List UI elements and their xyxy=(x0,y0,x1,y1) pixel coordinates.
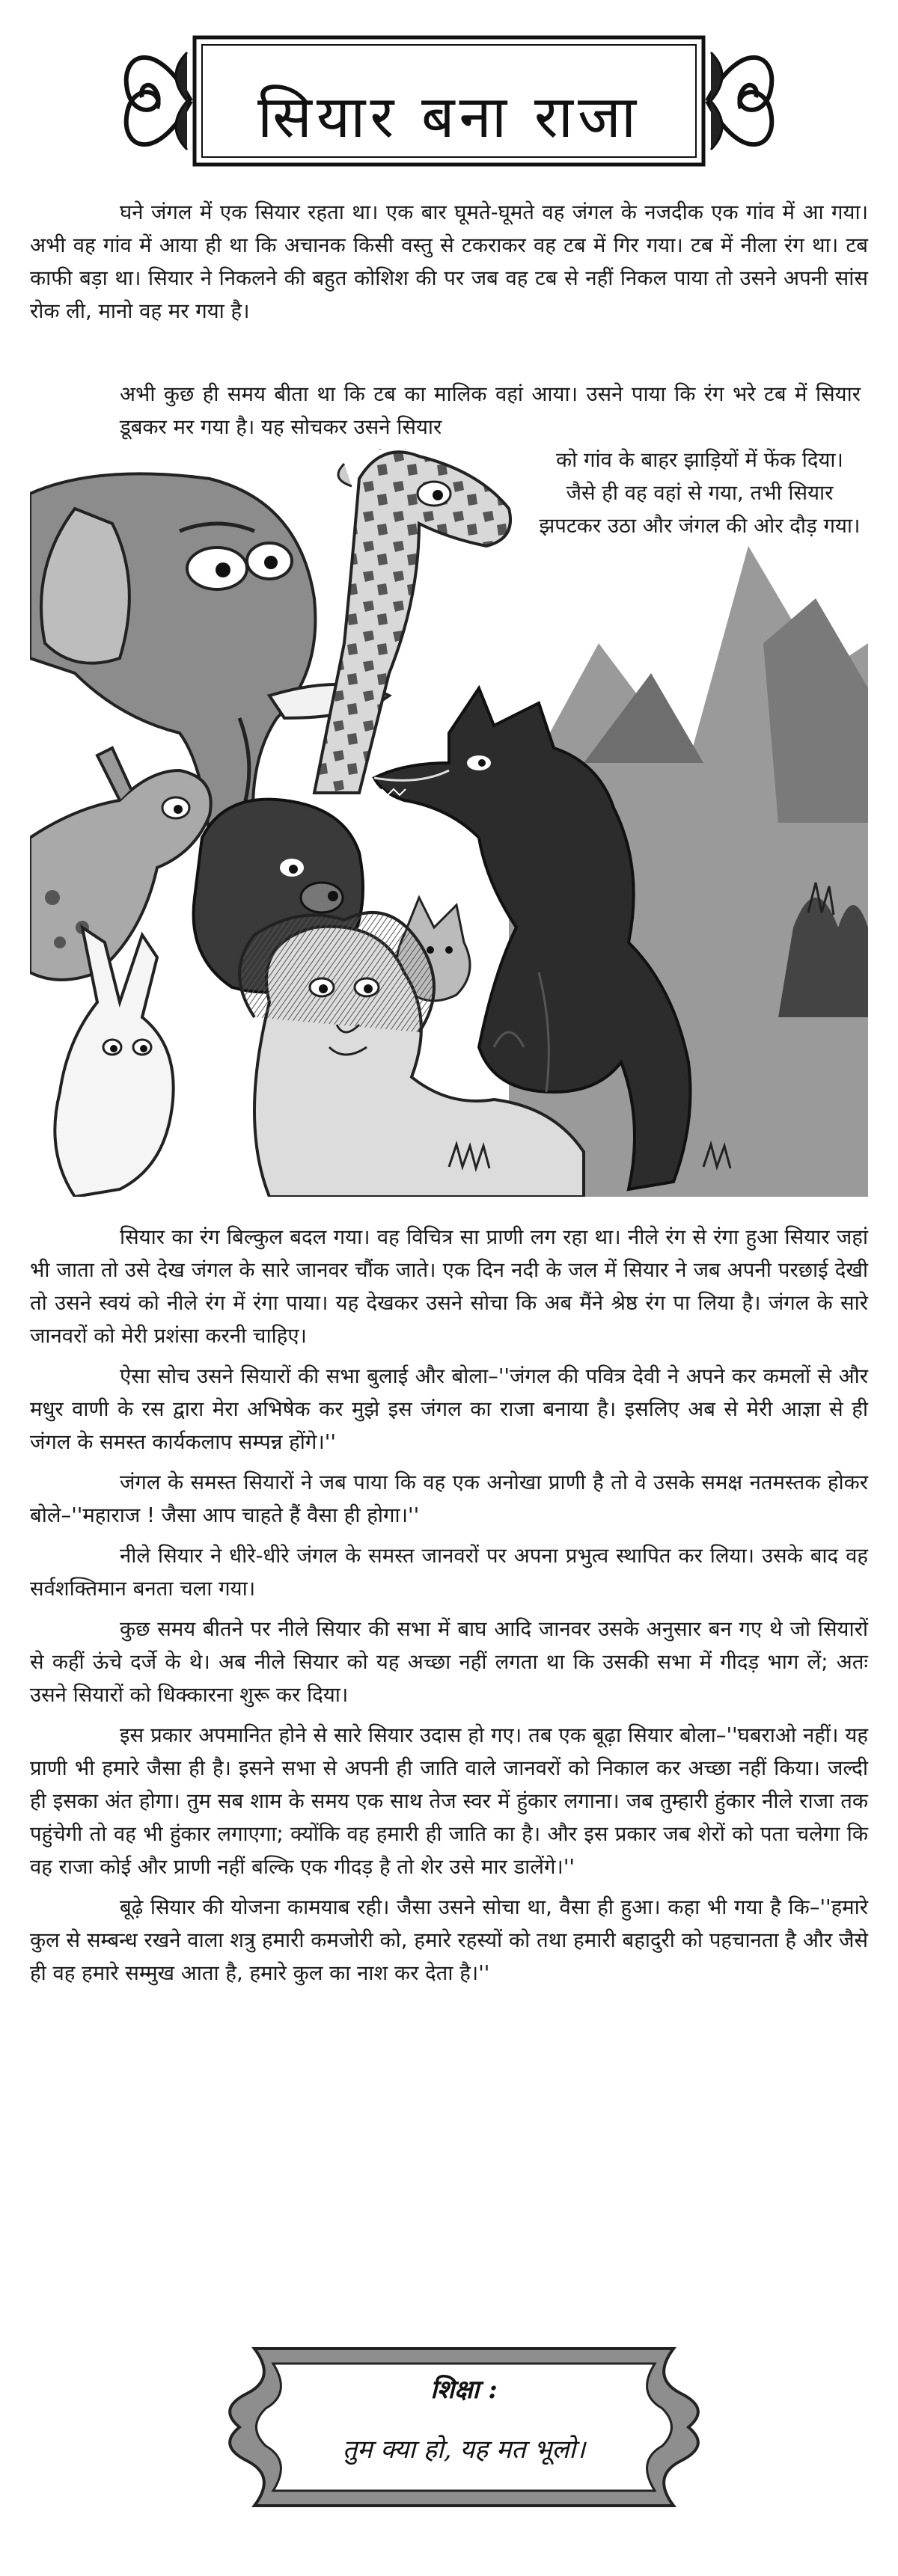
moral-box xyxy=(202,2334,726,2521)
moral-heading: शिक्षा : xyxy=(430,2375,498,2405)
page-title: सियार बना राजा xyxy=(257,84,641,151)
forest-animals-illustration xyxy=(30,449,868,1197)
story-paragraph: कुछ समय बीतने पर नीले सियार की सभा में बाघ आदि जानवर उसके अनुसार बन गए थे जो सियारों से कहीं ऊंचे दर्जे के थे। अब नीले सियार को यह अच्छा नहीं लगता था कि उसकी सभा में गीदड़ भाग लें; अतः उसने सियारों को धिक्कारना शुरू कर दिया। xyxy=(30,1617,868,1707)
animals-drawing-icon xyxy=(30,449,868,1197)
story-paragraph: बूढ़े सियार की योजना कामयाब रही। जैसा उसने सोचा था, वैसा ही हुआ। कहा भी गया है कि–''हमारे कुल से सम्बन्ध रखने वाला शत्रु हमारी कमजोरी को, हमारे रहस्यों को तथा हमारी बहादुरी को पहचानता है और जैसे ही वह हमारे सम्मुख आता है, हमारे कुल का नाश कर देता है।'' xyxy=(30,1895,868,1985)
story-paragraph: ऐसा सोच उसने सियारों की सभा बुलाई और बोला–''जंगल की पवित्र देवी ने अपने कर कमलों से और मधुर वाणी के रस द्वारा मेरा अभिषेक कर मुझे इस जंगल का राजा बनाया है। इसलिए अब से मेरी आज्ञा से ही जंगल के समस्त कार्यकलाप सम्पन्न होंगे।'' xyxy=(30,1364,868,1454)
story-paragraph: नीले सियार ने धीरे-धीरे जंगल के समस्त जानवरों पर अपना प्रभुत्व स्थापित कर लिया। उसके बाद वह सर्वशक्तिमान बनता चला गया। xyxy=(30,1544,868,1601)
story-paragraph-2: अभी कुछ ही समय बीता था कि टब का मालिक वहां आया। उसने पाया कि रंग भरे टब में सियार डूबकर मर गया है। यह सोचकर उसने सियार xyxy=(120,382,861,439)
story-bottom xyxy=(30,1221,868,1997)
moral-text: तुम क्या हो, यह मत भूलो। xyxy=(342,2435,586,2465)
story-paragraph: सियार का रंग बिल्कुल बदल गया। वह विचित्र सा प्राणी लग रहा था। नीले रंग से रंगा हुआ सियार जहां भी जाता तो उसे देख जंगल के सारे जानवर चौंक जाते। एक दिन नदी के जल में सियार ने जब अपनी परछाई देखी तो उसने स्वयं को नीले रंग में रंगा पाया। यह देखकर उसने सोचा कि अब मैंने श्रेष्ठ रंग पा लिया है। जंगल के सारे जानवरों को मेरी प्रशंसा करनी चाहिए। xyxy=(30,1225,868,1348)
story-paragraph: घने जंगल में एक सियार रहता था। एक बार घूमते-घूमते वह जंगल के नजदीक एक गांव में आ गया। अभी वह गांव में आया ही था कि अचानक किसी वस्तु से टकराकर वह टब में गिर गया। टब में नीला रंग था। टब काफी बड़ा था। सियार ने निकलने की बहुत कोशिश की पर जब वह टब से नहीं निकल पाया तो उसने अपनी सांस रोक ली, मानो वह मर गया है। xyxy=(30,200,868,323)
story-paragraph-2-side: को गांव के बाहर झाड़ियों में फेंक दिया। जैसे ही वह वहां से गया, तभी सियार झपटकर उठा और जंगल की ओर दौड़ गया। xyxy=(539,448,861,538)
title-banner xyxy=(112,22,786,180)
story-paragraph: जंगल के समस्त सियारों ने जब पाया कि वह एक अनोखा प्राणी है तो वे उसके समक्ष नतमस्तक होकर बोले–''महाराज ! जैसा आप चाहते हैं वैसा ही होगा।'' xyxy=(30,1471,868,1527)
moral-frame-icon xyxy=(202,2334,726,2521)
story-top xyxy=(30,196,868,335)
story-paragraph: इस प्रकार अपमानित होने से सारे सियार उदास हो गए। तब एक बूढ़ा सियार बोला–''घबराओ नहीं। यह प्राणी भी हमारे जैसा ही है। इसने सभा से अपनी ही जाति वाले जानवरों को निकाल कर अच्छा नहीं किया। जल्दी ही इसका अंत होगा। तुम सब शाम के समय एक साथ तेज स्वर में हुंकार लगाना। जब तुम्हारी हुंकार नीले राजा तक पहुंचेगी तो वह भी हुंकार लगाएगा; क्योंकि वह हमारी ही जाति का है। और इस प्रकार जब शेरों को पता चलेगा कि वह राजा कोई और प्राणी नहीं बल्कि एक गीदड़ है तो शेर उसे मार डालेंगे।'' xyxy=(30,1723,868,1879)
